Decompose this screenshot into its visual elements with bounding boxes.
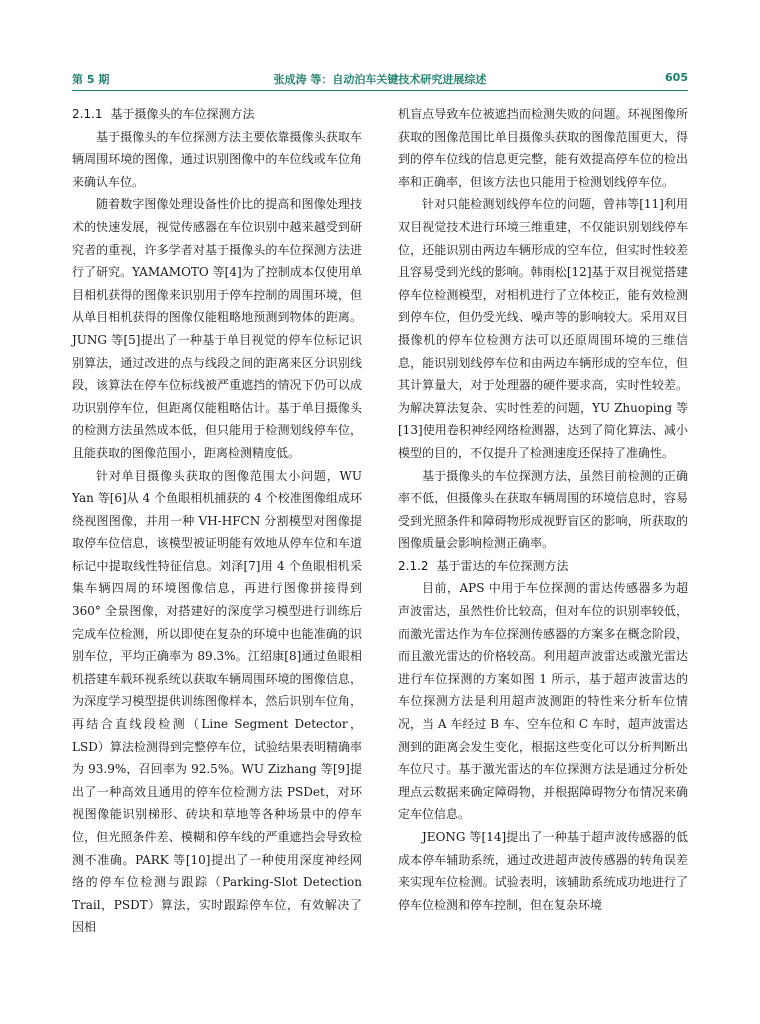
section-number: 2.1.2 <box>398 558 429 573</box>
paragraph: 针对只能检测划线停车位的问题，曾祎等[11]利用双目视觉技术进行环境三维重建，不仅能识别划线停车位，还能识别由两边车辆形成的空车位，但实时性较差且容易受到光线的影响。韩雨松[12]基于双目视觉搭建停车位检测模型，对相机进行了立体校正，能有效检测到停车位，但仍受光线、噪声等的影响较大。采用双目摄像机的停车位检测方法可以还原周围环境的三维信息，能识别划线停车位和由两边车辆形成的空车位，但其计算量大，对于处理器的硬件要求高，实时性较差。为解决算法复杂、实时性差的问题，YU Zhuoping 等[13]使用卷积神经网络检测器，达到了简化算法、减小模型的目的，不仅提升了检测速度还保持了准确性。 <box>398 197 688 460</box>
header-rule <box>72 90 688 91</box>
paragraph: JEONG 等[14]提出了一种基于超声波传感器的低成本停车辅助系统，通过改进超声波传感器的转角误差来实现车位检测。试验表明，该辅助系统成功地进行了停车位检测和停车控制，但在复杂环境 <box>398 830 688 912</box>
page-number: 605 <box>665 71 688 84</box>
paragraph: 针对单目摄像头获取的图像范围太小问题，WU Yan 等[6]从 4 个鱼眼相机捕获的 4 个校准图像组成环绕视图图像，并用一种 VH-HFCN 分割模型对图像提取停车位信息，该模型被证明能有效地从停车位和车道标记中提取线性特征信息。刘泽[7]用 4 个鱼眼相机采集车辆四周的环境图像信息，再进行图像拼接得到 360° 全景图像，对搭建好的深度学习模型进行训练后完成车位检测，所以即使在复杂的环境中也能准确的识别车位，平均正确率为 89.3%。江绍康[8]通过鱼眼相机搭建车载环视系统以获取车辆周围环境的图像信息，为深度学习模型提供训练图像样本，然后识别车位角，再结合直线段检测（Line Segment Detector，LSD）算法检测得到完整停车位，试验结果表明精确率为 93.9%，召回率为 92.5%。WU Zizhang 等[9]提出了一种高效且通用的停车位检测方法 PSDet，对环视图像能识别梯形、砖块和草地等各种场景中的停车位，但光照条件差、模糊和停车线的严重遮挡会导致检测不准确。PARK 等[10]提出了一种使用深度神经网络的停车位检测与跟踪（Parking-Slot Detection Trail，PSDT）算法，实时跟踪停车位，有效解决了因相 <box>72 468 362 935</box>
paragraph: 基于摄像头的车位探测方法，虽然目前检测的正确率不低，但摄像头在获取车辆周围的环境信息时，容易受到光照条件和障碍物形成视野盲区的影响，所获取的图像质量会影响检测正确率。 <box>398 468 688 551</box>
section-heading-2-1-2 <box>398 555 688 578</box>
section-number: 2.1.1 <box>72 107 103 121</box>
paragraph: 基于摄像头的车位探测方法主要依靠摄像头获取车辆周围环境的图像，通过识别图像中的车位线或车位角来确认车位。 <box>72 129 362 189</box>
issue-label: 第 5 期 <box>72 73 110 86</box>
section-heading-2-1-1 <box>72 103 362 126</box>
running-title: 张成涛 等：自动泊车关键技术研究进展综述 <box>273 73 487 86</box>
paragraph: 目前，APS 中用于车位探测的雷达传感器多为超声波雷达，虽然性价比较高，但对车位的识别率较低，而激光雷达作为车位探测传感器的方案多在概念阶段，而且激光雷达的价格较高。利用超声波雷达或激光雷达进行车位探测的方案如图 1 所示，基于超声波雷达的车位探测方法是利用超声波测距的特性来分析车位情况，当 A 车经过 B 车、空车位和 C 车时，超声波雷达测到的距离会发生变化，根据这些变化可以分析判断出车位尺寸。基于激光雷达的车位探测方法是通过分析处理点云数据来确定障碍物，并根据障碍物分布情况来确定车位信息。 <box>398 581 688 822</box>
section-title: 基于摄像头的车位探测方法 <box>110 107 255 121</box>
paragraph-continued: 机盲点导致车位被遮挡而检测失败的问题。环视图像所获取的图像范围比单目摄像头获取的图像范围更大，得到的停车位线的信息更完整，能有效提高停车位的检出率和正确率，但该方法也只能用于检测划线停车位。 <box>398 107 688 189</box>
right-column <box>398 103 688 916</box>
paragraph: 随着数字图像处理设备性价比的提高和图像处理技术的快速发展，视觉传感器在车位识别中越来越受到研究者的重视，许多学者对基于摄像头的车位探测方法进行了研究。YAMAMOTO 等[4]为了控制成本仅使用单目相机获得的图像来识别用于停车控制的周围环境，但从单目相机获得的图像仅能粗略地预测到物体的距离。JUNG 等[5]提出了一种基于单目视觉的停车位标记识别算法，通过改进的点与线段之间的距离来区分识别线段，该算法在停车位标线被严重遮挡的情况下仍可以成功识别停车位，但距离仅能粗略估计。基于单目摄像头的检测方法虽然成本低，但只能用于检测划线停车位，且能获取的图像范围小，距离检测精度低。 <box>72 197 362 460</box>
running-header <box>72 71 688 89</box>
section-title: 基于雷达的车位探测方法 <box>436 558 569 573</box>
left-column <box>72 103 362 939</box>
